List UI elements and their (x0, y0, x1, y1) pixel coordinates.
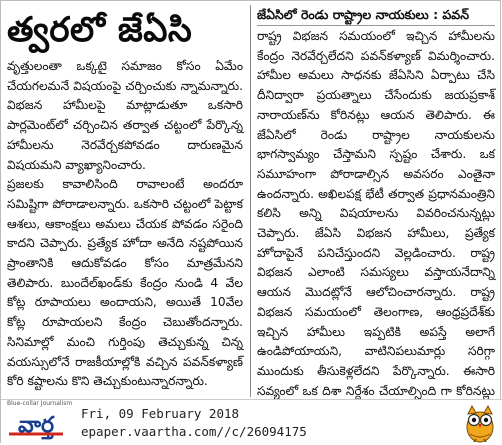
left-paragraph-2: ప్రజలకు కావాలిసింది రావాలంటే అందరూ సమిష్టిగా పోరాడాలన్నారు. ఒకసారి చట్టంలో పెట్టాక ఆశలు, ఆకాంక్షలు అమలు చేయక పోవడం సరైంది కాదని చెప్పారు. ప్రత్యేక హోదా అనేది నష్టపోయిన ప్రాంతానికి ఆదుకోవడం కోసం మాత్రమేనని తెలిపారు. బుందేల్‌ఖండ్‌కు కేంద్రం నుండి 4 వేల కోట్ల రూపాయలు అందాయని, అయితే 10వేల కోట్ల రూపాయలని కేంద్రం చెబుతోందన్నారు. సినిమాల్లో మంచి గుర్తింపు తెచ్చుకున్న చిన్న వయస్సులోనే రాజకీయాల్లోకి వచ్చిన పవన్‌కళ్యాణ్ కోరి కష్టాలను కొని తెచ్చుకుంటున్నారన్నారు. (7, 177, 243, 389)
article-headline: త్వరలో జేఏసి (7, 10, 193, 50)
epaper-url-link[interactable]: epaper.vaartha.com//c/26094175 (81, 424, 307, 439)
logo-text: వార్త (17, 413, 55, 438)
article-right-column (257, 27, 495, 397)
right-paragraph-1: రాష్ట్ర విభజన సమయంలో ఇచ్చిన హామీలను కేంద్రం నెరవేర్చలేదని పవన్‌కళ్యాణ్ విమర్శించారు. హామీల అమలు సాధనకు జేఏసిని ఏర్పాటు చేసి దీనిద్వారా ప్రయత్నాలు చేసేందుకు జయప్రకాశ్ నారాయణ్‌ను కోరినట్లు ఆయన తెలిపారు. ఈ జేఏసిలో రెండు రాష్ట్రాల నాయకులను భాగస్వామ్యం చేస్తామని స్పష్టం చేశారు. ఒక సమూహంగా పోరాడాల్సిన అవసరం ఎంతైనా ఉందన్నారు. అఖిలపక్ష భేటీ తర్వాత ప్రధానమంత్రిని కలిసి అన్ని విషయాలను వివరించనున్నట్లు చెప్పారు. జేఏసి విభజన హామీలు, ప్రత్యేక హోదాపైనే పనిచేస్తుందని వెల్లడించారు. రాష్ట్ర విభజన ఎలాంటి సమస్యలు వస్తాయనేదాన్ని ఆయన మొదట్లోనే ఆలోచించారన్నారు. రాష్ట్ర విభజన సమయంలో తెలంగాణ, ఆంధ్రప్రదేశ్‌కు ఇచ్చిన హామీలు ఇప్పటికి అపస్తే అలాగే ఉండిపోయాయని, వాటినిపలుమార్లు సరిగ్గా ముందుకు తీసుకెళ్లలేదని పేర్కొన్నారు. ఈసారి సవ్యంలో ఒక దిశా నిర్దేశం చేయాల్సింది గా కోరినట్లు (257, 29, 495, 398)
left-paragraph-1: వృత్తులంతా ఒక్కటై సమాజం కోసం ఏమేం చేయగలమనే విషయంపై చర్చించుకు న్నామన్నారు. విభజన హామీలపై మాట్లాడుతూ ఒకసారి పార్లమెంట్‌లో చర్చించిన తర్వాత చట్టంలో పేర్కొన్న హామీలను నెరవేర్చకపోవడం దారుణమైన విషయమని వ్యాఖ్యానించారు. (7, 59, 243, 172)
owl-mascot-icon (462, 402, 498, 444)
column-divider (250, 5, 251, 397)
epaper-footer (1, 399, 502, 445)
article-left-column (7, 57, 243, 397)
publication-date: Fri, 09 February 2018 (81, 406, 240, 421)
article-subheadline: జేఏసిలో రెండు రాష్ట్రాల నాయకులు : పవన్ (257, 5, 495, 26)
logo-tagline: Blue-collar Journalism (7, 400, 73, 407)
vaartha-logo-icon[interactable] (5, 404, 67, 440)
